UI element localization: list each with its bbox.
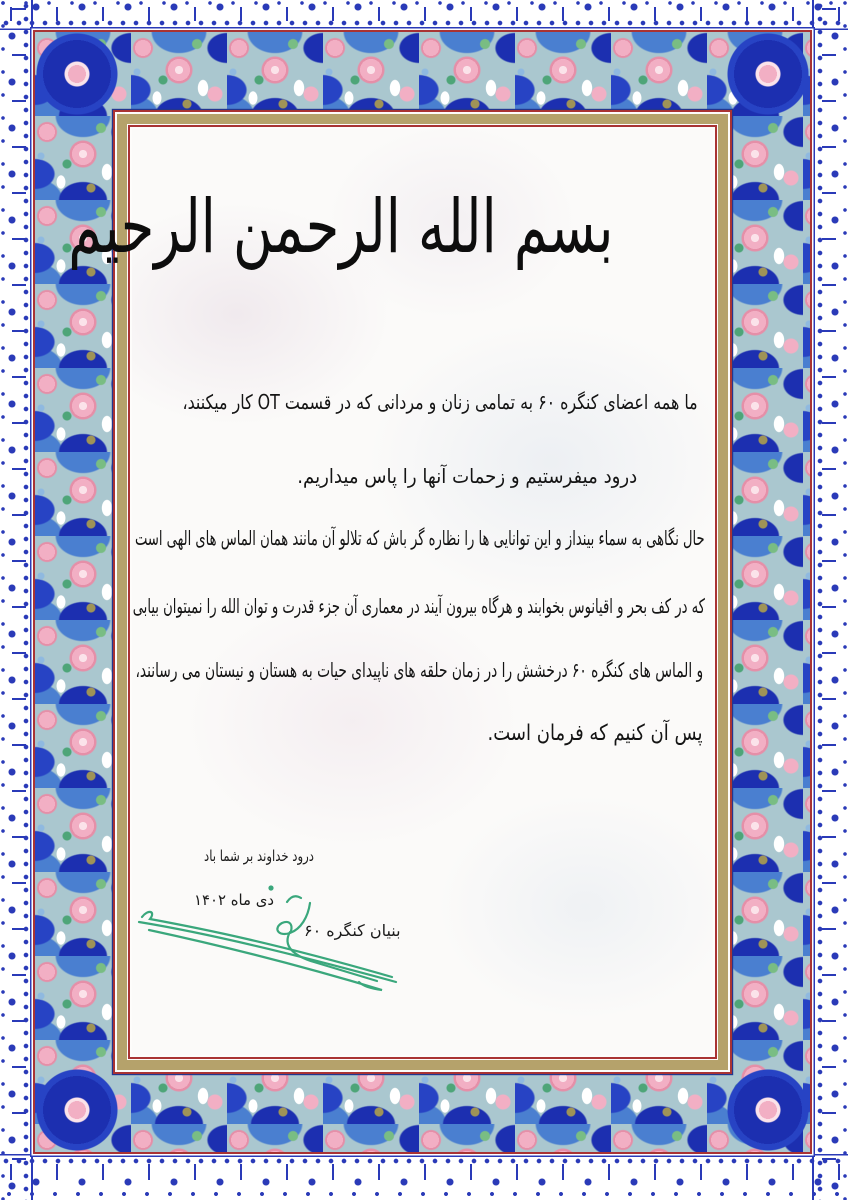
inner-frame bbox=[68, 110, 732, 1074]
signature-accent bbox=[287, 896, 301, 902]
signature-stroke-3 bbox=[149, 930, 382, 990]
signature-stroke-1 bbox=[142, 912, 392, 977]
closing-salutation: درود خداوند بر شما باد bbox=[204, 847, 315, 865]
signature-squiggle bbox=[277, 903, 310, 934]
bismillah-calligraphy: بسم الله الرحمن الرحیم bbox=[68, 184, 614, 270]
signature bbox=[114, 879, 416, 1005]
body-line-5: و الماس های کنگره ۶۰ درخشش را در زمان حلقه های ناپیدای حیات به هستان و نیستان می رسانند، bbox=[135, 658, 703, 682]
closing-date: دی ماه ۱۴۰۲ bbox=[194, 891, 275, 909]
outer-motif-band-bottom bbox=[0, 1154, 848, 1200]
gold-frame bbox=[68, 114, 728, 1070]
corner-medallion-bottom-left bbox=[31, 1064, 123, 1156]
corner-medallion-top-left bbox=[31, 28, 123, 120]
red-ruling bbox=[68, 125, 717, 1059]
body-line-2: درود میفرستیم و زحمات آنها را پاس میداریم. bbox=[297, 464, 637, 488]
corner-medallion-top-right bbox=[722, 28, 814, 120]
corner-medallion-bottom-right bbox=[722, 1064, 814, 1156]
floral-border bbox=[33, 30, 812, 1154]
signature-dot bbox=[268, 885, 273, 890]
body-line-1: ما همه اعضای کنگره ۶۰ به تمامی زنان و مردانی که در قسمت OT کار میکنند، bbox=[182, 390, 698, 414]
outer-motif-band-right bbox=[812, 0, 848, 1200]
paper bbox=[68, 129, 713, 1055]
signatory-title: بنیان کنگره ۶۰ bbox=[304, 921, 401, 940]
body-line-6: پس آن کنیم که فرمان است. bbox=[487, 721, 703, 746]
signature-stroke-2 bbox=[139, 922, 396, 982]
body-line-4: که در کف بحر و اقیانوس بخوابند و هرگاه بیرون آیند در معماری آن جزء قدرت و توان الله را نمیتوان بیابی bbox=[132, 594, 705, 618]
outer-motif-band-top bbox=[0, 0, 848, 30]
body-line-3: حال نگاهی به سماء بینداز و این توانایی ها را نظاره گر باش که تلالو آن مانند همان الماس های الهی است bbox=[135, 526, 705, 550]
